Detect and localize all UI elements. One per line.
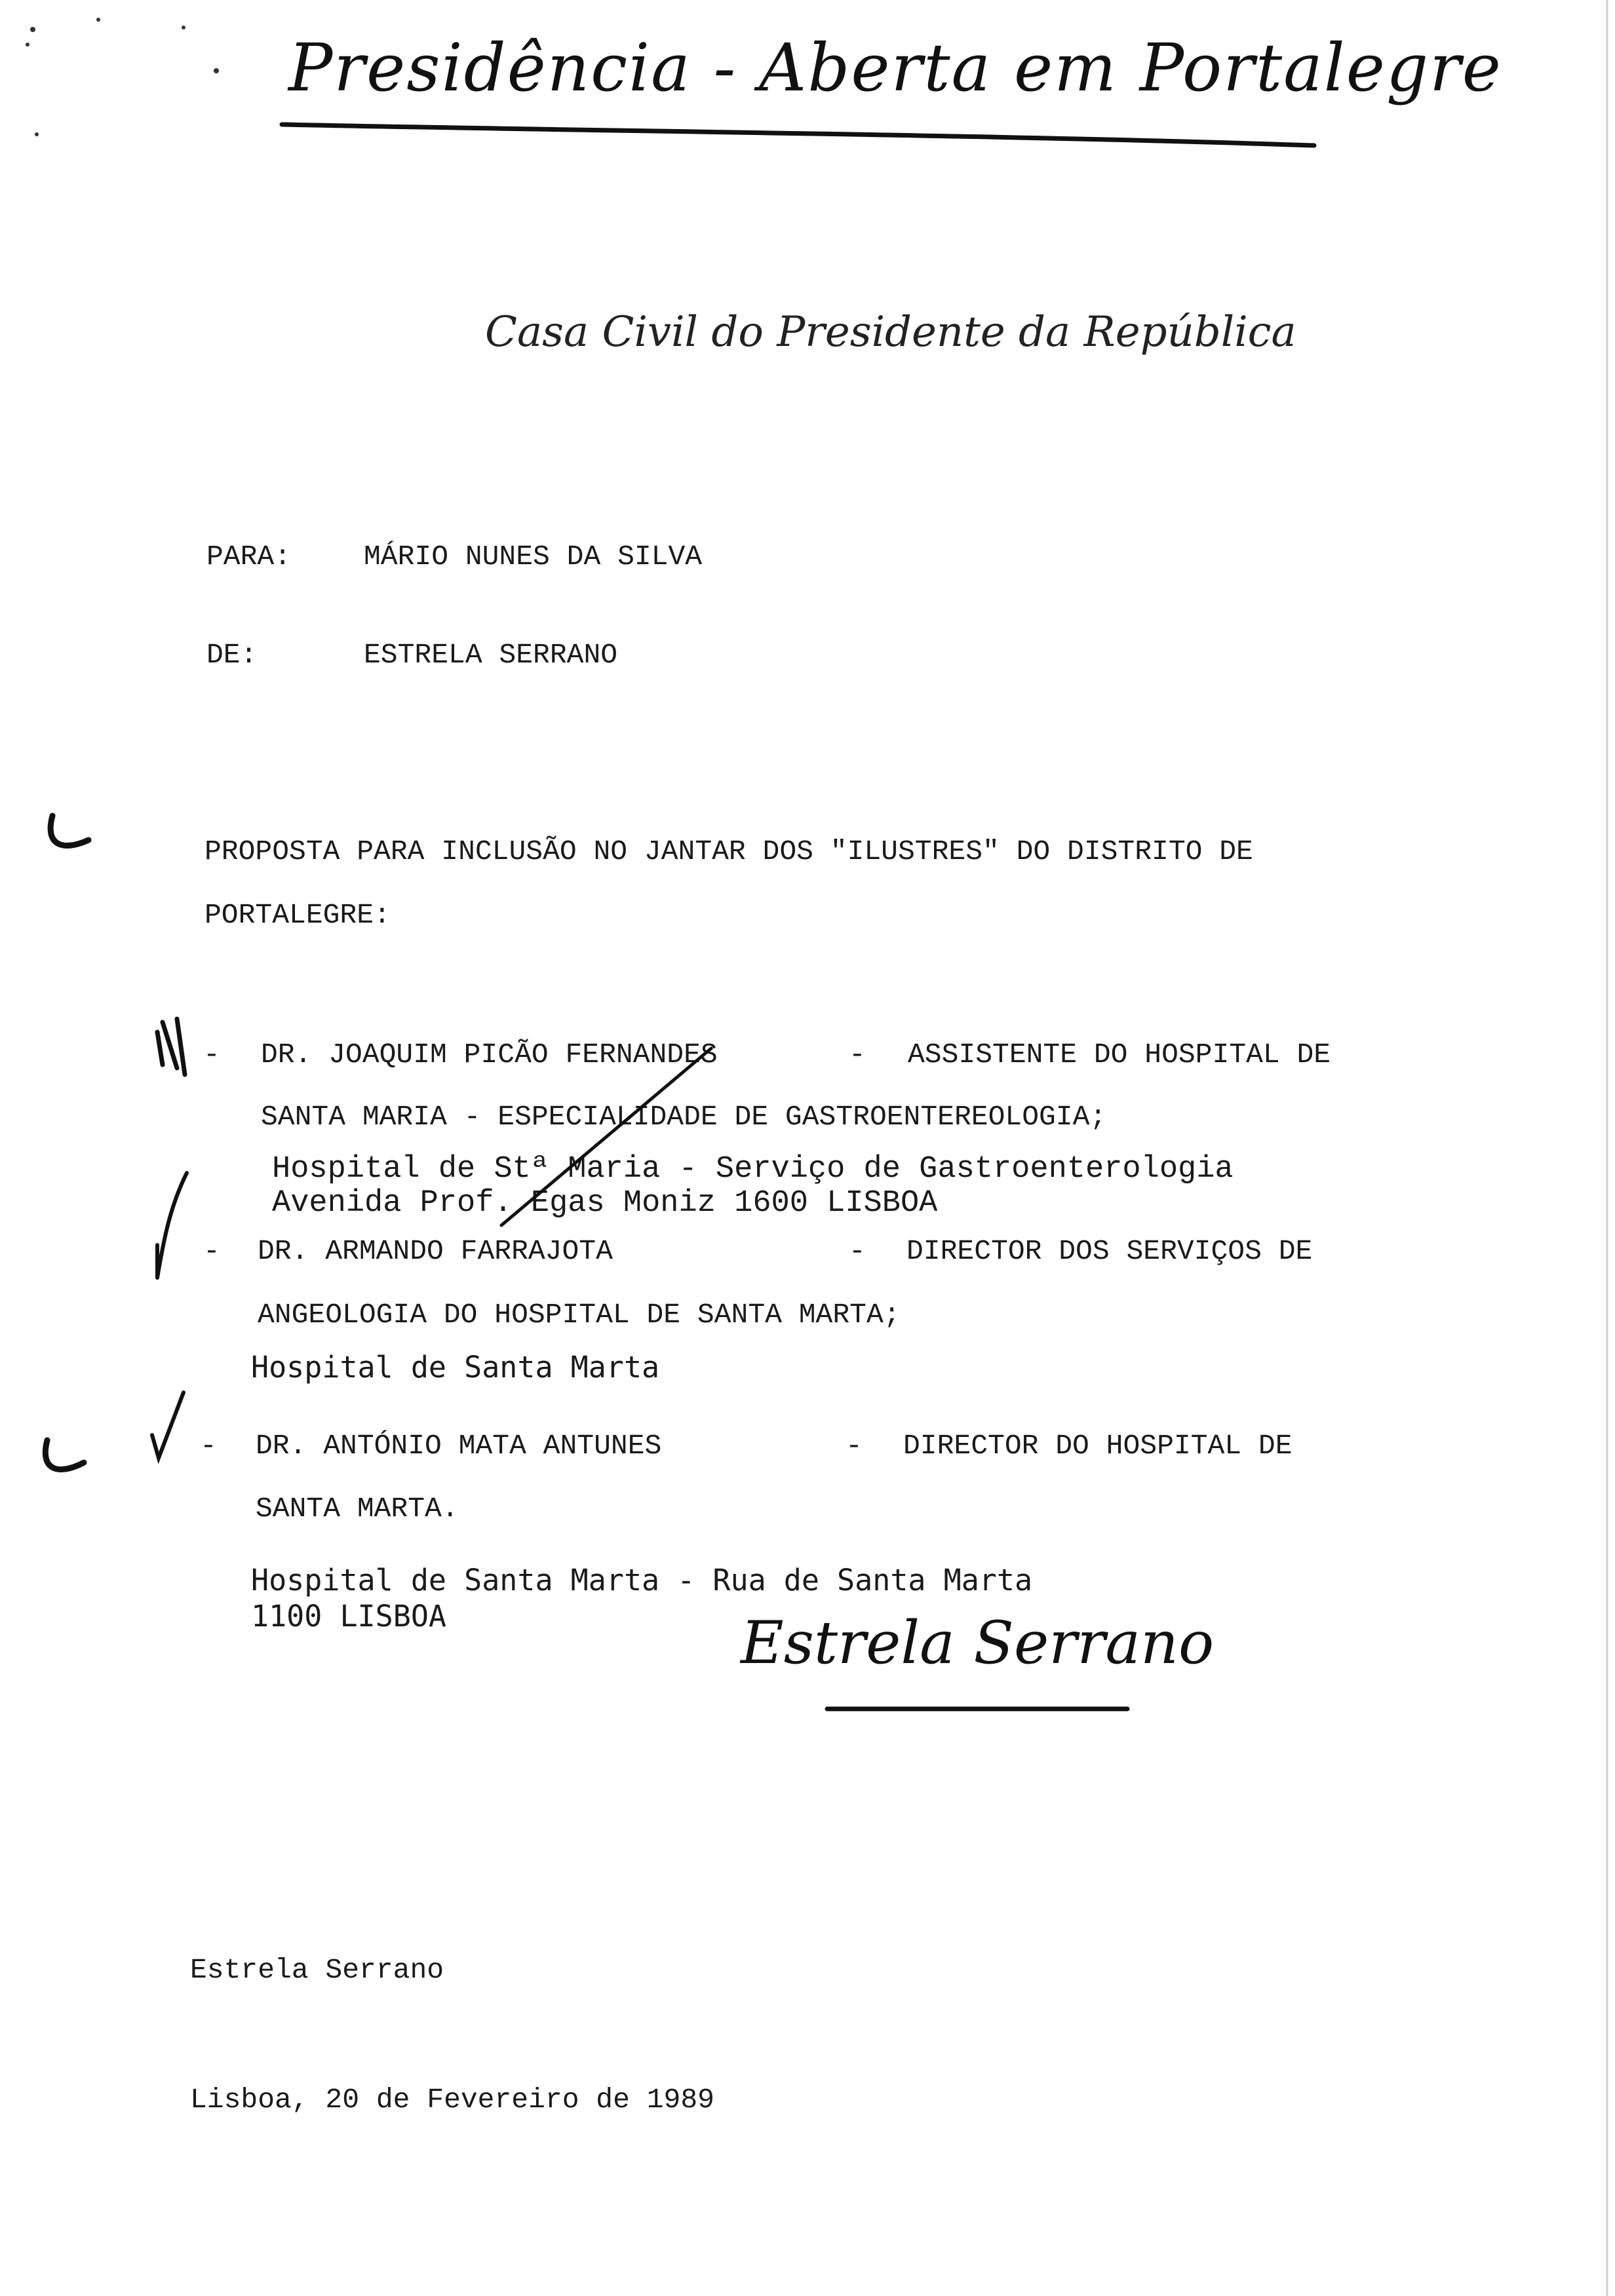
entry-2-dash: - xyxy=(203,1235,220,1267)
entry-3-address-1: Hospital de Santa Marta - Rua de Santa Marta xyxy=(251,1563,1033,1598)
to-value: MÁRIO NUNES DA SILVA xyxy=(364,541,703,573)
checkmark-1 xyxy=(157,1173,187,1278)
margin-mark-n xyxy=(157,1019,185,1075)
margin-arc-1 xyxy=(50,816,88,845)
checkmark-2 xyxy=(152,1392,184,1458)
entry-3-address-2: 1100 LISBOA xyxy=(251,1599,447,1634)
margin-arc-2 xyxy=(45,1440,84,1470)
from-value: ESTRELA SERRANO xyxy=(364,639,618,671)
ink-dot xyxy=(182,26,185,29)
title-underline xyxy=(282,124,1314,145)
entry-3-role-cont: SANTA MARTA. xyxy=(256,1493,459,1525)
ink-dot xyxy=(30,27,35,32)
entry-3-sep: - xyxy=(846,1430,863,1462)
entry-2-address-1: Hospital de Santa Marta xyxy=(251,1350,660,1385)
entry-1-address-1: Hospital de Stª Maria - Serviço de Gastroenterologia xyxy=(272,1152,1234,1187)
ink-dot xyxy=(96,18,100,22)
letterhead: Casa Civil do Presidente da República xyxy=(485,308,1296,356)
closing-name: Estrela Serrano xyxy=(190,1954,444,1986)
entry-2-role-cont: ANGEOLOGIA DO HOSPITAL DE SANTA MARTA; xyxy=(258,1299,901,1331)
ink-dot xyxy=(26,43,29,47)
handwritten-signature: Estrela Serrano xyxy=(741,1609,1215,1677)
from-label: DE: xyxy=(206,639,258,671)
entry-1-address-2: Avenida Prof. Egas Moniz 1600 LISBOA xyxy=(272,1186,938,1221)
entry-1-role-cont: SANTA MARIA - ESPECIALIDADE DE GASTROENTEREOLOGIA; xyxy=(261,1101,1107,1133)
entry-3-name: DR. ANTÓNIO MATA ANTUNES xyxy=(256,1430,662,1462)
proposal-line-1: PROPOSTA PARA INCLUSÃO NO JANTAR DOS "ILUSTRES" DO DISTRITO DE xyxy=(204,835,1253,868)
closing-place-date: Lisboa, 20 de Fevereiro de 1989 xyxy=(190,2084,714,2116)
entry-1-name: DR. JOAQUIM PICÃO FERNANDES xyxy=(261,1039,718,1071)
ink-dot xyxy=(214,68,219,73)
handwritten-title: Presidência - Aberta em Portalegre xyxy=(288,29,1502,106)
to-label: PARA: xyxy=(206,541,292,573)
entry-2-sep: - xyxy=(849,1235,866,1267)
entry-2-role: DIRECTOR DOS SERVIÇOS DE xyxy=(906,1235,1313,1267)
proposal-line-2: PORTALEGRE: xyxy=(204,899,391,931)
entry-3-role: DIRECTOR DO HOSPITAL DE xyxy=(903,1430,1293,1462)
entry-3-dash: - xyxy=(200,1430,217,1462)
entry-1-dash: - xyxy=(203,1039,220,1071)
entry-1-sep: - xyxy=(849,1039,866,1071)
entry-1-role: ASSISTENTE DO HOSPITAL DE xyxy=(908,1039,1331,1071)
entry-2-name: DR. ARMANDO FARRAJOTA xyxy=(258,1235,613,1267)
ink-dot xyxy=(35,132,39,136)
